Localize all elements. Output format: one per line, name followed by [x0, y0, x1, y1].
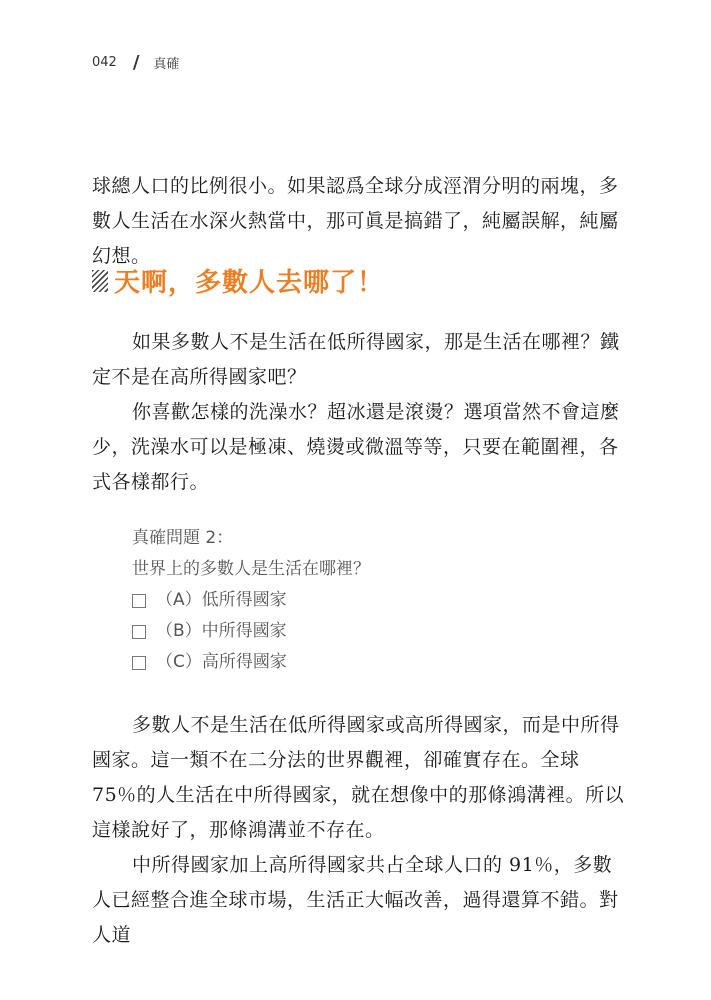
paragraph-group-b [92, 708, 628, 953]
paragraph-group-a [92, 325, 628, 500]
answer-option[interactable] [132, 616, 370, 647]
question-text: 世界上的多數人是生活在哪裡？ [132, 559, 370, 579]
section-heading [92, 262, 384, 299]
paragraph: 中所得國家加上高所得國家共占全球人口的 91％，多數人已經整合進全球市場，生活正大幅改善，過得還算不錯。對人道 [92, 854, 619, 946]
paragraph: 如果多數人不是生活在低所得國家，那是生活在哪裡？鐵定不是在高所得國家吧？ [92, 331, 620, 388]
checkbox-icon[interactable] [132, 625, 146, 639]
answer-option[interactable] [132, 647, 370, 678]
question-label: 真確問題 2： [132, 528, 234, 548]
running-header [92, 52, 179, 73]
option-label: （C）高所得國家 [156, 652, 287, 672]
hatch-marker-icon [92, 270, 108, 292]
paragraph: 多數人不是生活在低所得國家或高所得國家，而是中所得國家。這一類不在二分法的世界觀裡，卻確實存在。全球 75％的人生活在中所得國家，就在想像中的那條鴻溝裡。所以這樣說好了，那條鴻溝並不存在。 [92, 714, 625, 841]
intro-paragraph-block [92, 169, 628, 274]
question-block [132, 523, 370, 678]
intro-paragraph: 球總人口的比例很小。如果認爲全球分成涇渭分明的兩塊，多數人生活在水深火熱當中，那可眞是搞錯了，純屬誤解，純屬幻想。 [92, 175, 619, 267]
option-label: （B）中所得國家 [156, 621, 287, 641]
checkbox-icon[interactable] [132, 594, 146, 608]
header-separator: / [132, 52, 140, 73]
paragraph: 你喜歡怎樣的洗澡水？超冰還是滾燙？選項當然不會這麼少，洗澡水可以是極凍、燒燙或微溫等等，只要在範圍裡，各式各樣都行。 [92, 401, 620, 493]
section-title: 天啊，多數人去哪了！ [114, 268, 385, 298]
book-title: 真確 [153, 57, 180, 72]
option-label: （A）低所得國家 [156, 590, 287, 610]
page-number: 042 [92, 55, 117, 70]
answer-option[interactable] [132, 585, 370, 616]
checkbox-icon[interactable] [132, 656, 146, 670]
